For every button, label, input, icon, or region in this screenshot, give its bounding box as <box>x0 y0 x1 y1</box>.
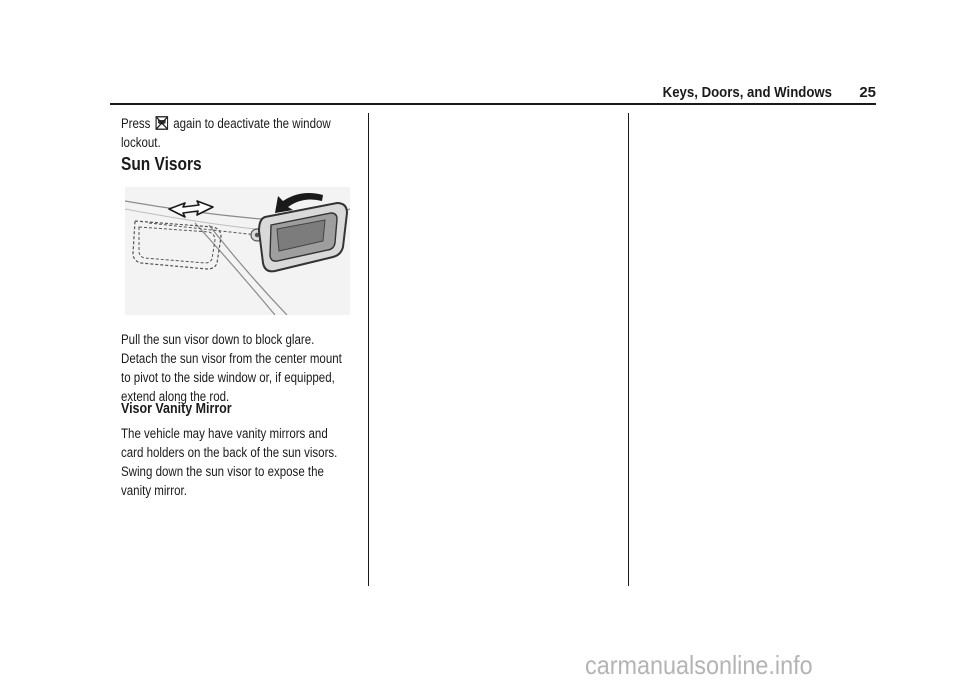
visor-vanity-mirror-heading: Visor Vanity Mirror <box>121 401 232 417</box>
window-lockout-paragraph <box>121 114 362 152</box>
page-number: 25 <box>859 84 876 101</box>
watermark: carmanualsonline.info <box>585 650 813 680</box>
paragraph-line: extend along the rod. <box>121 389 230 404</box>
press-text: Press <box>121 116 151 131</box>
paragraph-line: card holders on the back of the sun visors. <box>121 445 338 460</box>
sun-visors-heading: Sun Visors <box>121 154 202 174</box>
column-divider-right <box>628 113 629 586</box>
paragraph-line: vanity mirror. <box>121 483 187 498</box>
lockout-text: lockout. <box>121 135 161 150</box>
sun-visors-paragraph <box>121 330 362 406</box>
header-rule <box>110 103 876 105</box>
paragraph-line: Swing down the sun visor to expose the <box>121 464 324 479</box>
window-lockout-icon <box>155 116 168 130</box>
vanity-mirror-paragraph <box>121 424 362 500</box>
paragraph-line: to pivot to the side window or, if equipped, <box>121 370 335 385</box>
paragraph-line: The vehicle may have vanity mirrors and <box>121 426 328 441</box>
paragraph-line: Pull the sun visor down to block glare. <box>121 332 315 347</box>
paragraph-line: Detach the sun visor from the center mount <box>121 351 342 366</box>
column-divider-left <box>368 113 369 586</box>
sun-visor-illustration <box>125 187 350 315</box>
deactivate-text: again to deactivate the window <box>173 116 331 131</box>
section-title: Keys, Doors, and Windows <box>662 84 832 101</box>
